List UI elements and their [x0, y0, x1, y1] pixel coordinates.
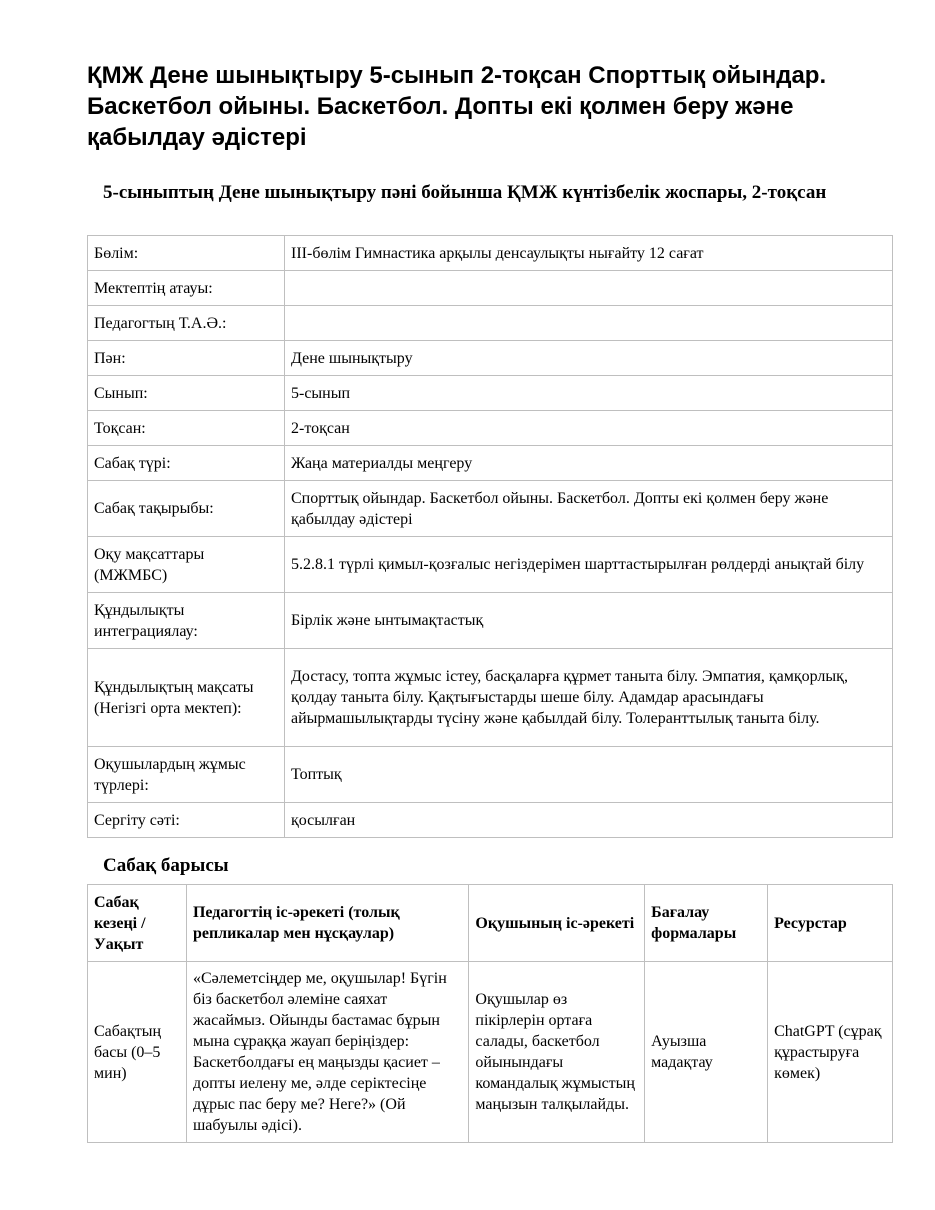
info-label: Педагогтың Т.А.Ә.: — [88, 306, 285, 341]
table-row — [88, 962, 893, 1143]
info-value — [285, 271, 893, 306]
info-label: Мектептің атауы: — [88, 271, 285, 306]
table-row — [88, 803, 893, 838]
table-header-row — [88, 885, 893, 962]
column-header-student-activity: Оқушының іс-әрекеті — [469, 885, 645, 962]
table-row — [88, 481, 893, 537]
table-row — [88, 236, 893, 271]
info-value: Бірлік және ынтымақтастық — [285, 593, 893, 649]
cell-stage: Сабақтың басы (0–5 мин) — [88, 962, 187, 1143]
cell-resources: ChatGPT (сұрақ құрастыруға көмек) — [768, 962, 893, 1143]
table-row — [88, 537, 893, 593]
info-value: қосылған — [285, 803, 893, 838]
info-label: Пән: — [88, 341, 285, 376]
info-label: Оқушылардың жұмыс түрлері: — [88, 747, 285, 803]
column-header-assessment: Бағалау формалары — [645, 885, 768, 962]
info-label: Сергіту сәті: — [88, 803, 285, 838]
table-row — [88, 649, 893, 747]
table-row — [88, 446, 893, 481]
info-value: Достасу, топта жұмыс істеу, басқаларға құрмет таныта білу. Эмпатия, қамқорлық, қолдау таныта білу. Қақтығыстарды шеше білу. Адамдар арасындағы айырмашылықтарды түсіну және қабылдай білу. Толеранттылық таныта білу. — [285, 649, 893, 747]
cell-assessment: Ауызша мадақтау — [645, 962, 768, 1143]
document-title: ҚМЖ Дене шынықтыру 5-сынып 2-тоқсан Спорттық ойындар. Баскетбол ойыны. Баскетбол. Допты екі қолмен беру және қабылдау әдістері — [87, 62, 827, 151]
info-label: Тоқсан: — [88, 411, 285, 446]
info-value: Топтық — [285, 747, 893, 803]
column-header-stage: Сабақ кезеңі / Уақыт — [88, 885, 187, 962]
plan-heading: 5-сыныптың Дене шынықтыру пәні бойынша ҚМЖ күнтізбелік жоспары, 2-тоқсан — [103, 182, 827, 203]
info-label: Сабақ тақырыбы: — [88, 481, 285, 537]
info-value: ІІІ-бөлім Гимнастика арқылы денсаулықты нығайту 12 сағат — [285, 236, 893, 271]
lesson-progress-heading: Сабақ барысы — [103, 855, 229, 876]
table-row — [88, 376, 893, 411]
info-value: Жаңа материалды меңгеру — [285, 446, 893, 481]
column-header-resources: Ресурстар — [768, 885, 893, 962]
info-value — [285, 306, 893, 341]
info-value: 5-сынып — [285, 376, 893, 411]
lesson-info-table — [87, 235, 893, 838]
info-label: Құндылықты интеграциялау: — [88, 593, 285, 649]
info-value: Дене шынықтыру — [285, 341, 893, 376]
info-label: Құндылықтың мақсаты (Негізгі орта мектеп): — [88, 649, 285, 747]
info-label: Сынып: — [88, 376, 285, 411]
table-row — [88, 593, 893, 649]
column-header-teacher-activity: Педагогтің іс-әрекеті (толық репликалар мен нұсқаулар) — [186, 885, 468, 962]
cell-teacher-activity: «Сәлеметсіңдер ме, оқушылар! Бүгін біз баскетбол әлеміне саяхат жасаймыз. Ойынды бастамас бұрын мына сұраққа жауап беріңіздер: Баскетболдағы ең маңызды қасиет – допты иелену ме, әлде серіктесіңе дұрыс пас беру ме? Неге?» (Ой шабуылы әдісі). — [186, 962, 468, 1143]
info-value: 2-тоқсан — [285, 411, 893, 446]
info-label: Оқу мақсаттары (МЖМБС) — [88, 537, 285, 593]
cell-student-activity: Оқушылар өз пікірлерін ортаға салады, баскетбол ойынындағы командалық жұмыстың маңызын талқылайды. — [469, 962, 645, 1143]
lesson-progress-table — [87, 884, 893, 1143]
table-row — [88, 271, 893, 306]
table-row — [88, 411, 893, 446]
info-value: Спорттық ойындар. Баскетбол ойыны. Баскетбол. Допты екі қолмен беру және қабылдау әдістері — [285, 481, 893, 537]
table-row — [88, 306, 893, 341]
table-row — [88, 747, 893, 803]
info-value: 5.2.8.1 түрлі қимыл-қозғалыс негіздерімен шарттастырылған рөлдерді анықтай білу — [285, 537, 893, 593]
info-label: Сабақ түрі: — [88, 446, 285, 481]
table-row — [88, 341, 893, 376]
info-label: Бөлім: — [88, 236, 285, 271]
